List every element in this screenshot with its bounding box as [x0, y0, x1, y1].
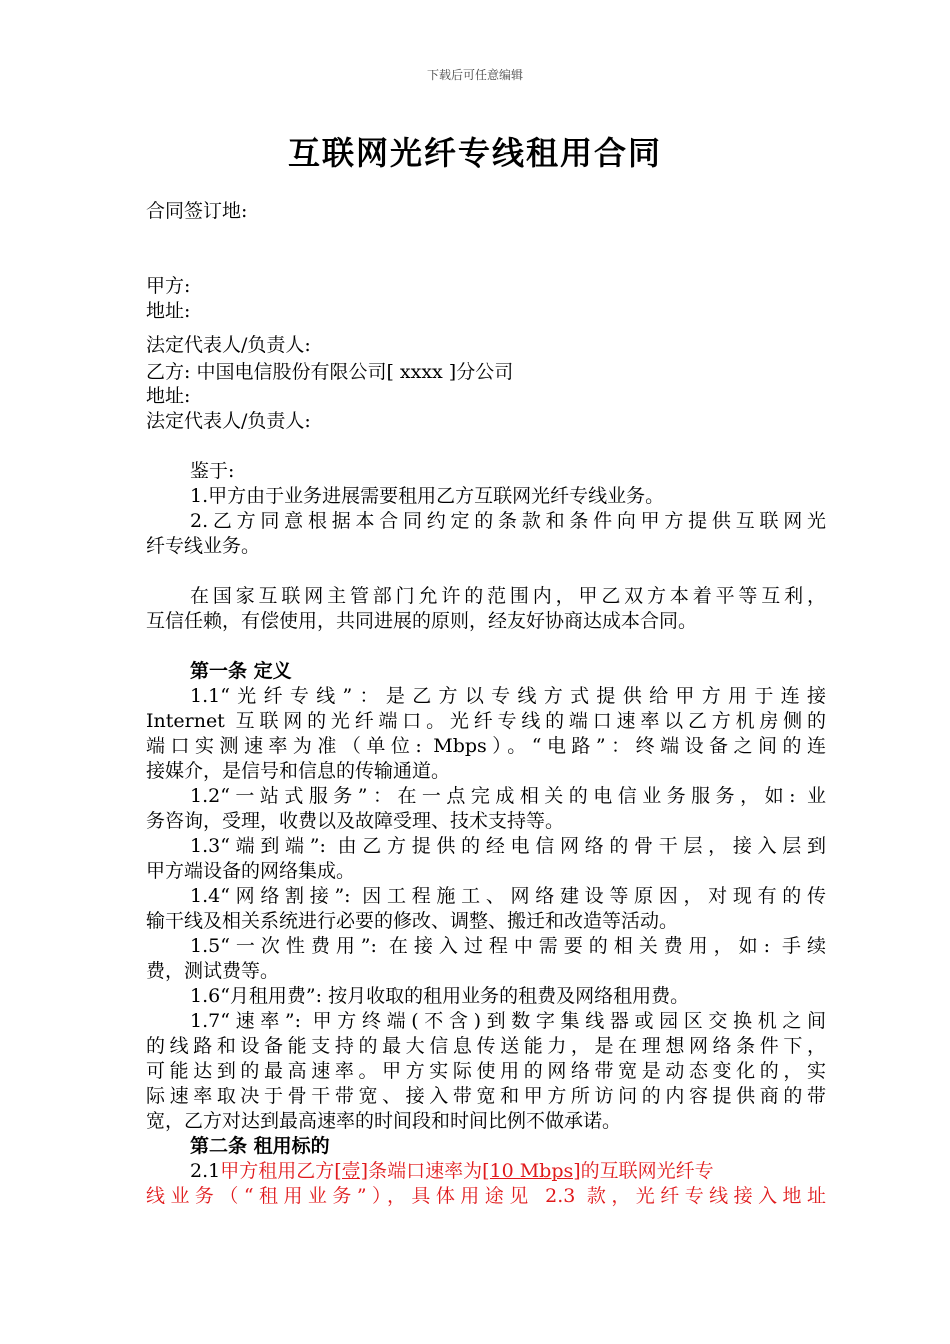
art1-line: 1.4“网络割接”: 因工程施工、网络建设等原因，对现有的传 — [190, 885, 826, 907]
art1-line: 费，测试费等。 — [146, 960, 280, 982]
art1-line: 输干线及相关系统进行必要的修改、调整、搬迁和改造等活动。 — [146, 910, 679, 932]
party-b-rep: 法定代表人/负责人: — [146, 410, 311, 432]
art1-line: 1.6“月租用费”: 按月收取的租用业务的租费及网络租用费。 — [190, 985, 690, 1007]
whereas-item-2-line-1: 2.乙方同意根据本合同约定的条款和条件向甲方提供互联网光 — [190, 510, 826, 532]
party-a-address: 地址: — [146, 300, 191, 322]
art2-text: 的互联网光纤专 — [580, 1160, 714, 1182]
art1-line: 端口实测速率为准（单位: Mbps）。“电路”：终端设备之间的连 — [146, 735, 826, 757]
contract-title: 互联网光纤专线租用合同 — [287, 134, 662, 172]
article-1-title: 第一条 定义 — [190, 660, 292, 682]
art2-count-blank: [壹] — [334, 1160, 369, 1182]
art1-line: 甲方端设备的网络集成。 — [146, 860, 356, 882]
art1-line: 务咨询，受理，收费以及故障受理、技术支持等。 — [146, 810, 565, 832]
party-b-address: 地址: — [146, 385, 191, 407]
art1-line: 宽，乙方对达到最高速率的时间段和时间比例不做承诺。 — [146, 1110, 622, 1132]
art1-line: 1.7“速率”: 甲方终端(不含)到数字集线器或园区交换机之间 — [190, 1010, 826, 1032]
art2-line-1 — [190, 1159, 826, 1184]
whereas-item-1: 1.甲方由于业务进展需要租用乙方互联网光纤专线业务。 — [190, 485, 665, 507]
art1-line: 可能达到的最高速率。甲方实际使用的网络带宽是动态变化的，实 — [146, 1060, 826, 1082]
page-header: 下载后可任意编辑 — [426, 68, 523, 82]
whereas-head: 鉴于: — [190, 460, 235, 482]
art2-line-2: 线业务（“租用业务”），具体用途见 2.3 款，光纤专线接入地址 — [146, 1185, 826, 1207]
sign-place: 合同签订地: — [146, 200, 248, 222]
art1-line: Internet 互联网的光纤端口。光纤专线的端口速率以乙方机房侧的 — [146, 710, 826, 732]
party-a-rep: 法定代表人/负责人: — [146, 334, 311, 356]
art1-line: 1.1“光纤专线”：是乙方以专线方式提供给甲方用于连接 — [190, 685, 826, 707]
art1-line: 接媒介，是信号和信息的传输通道。 — [146, 760, 451, 782]
preamble-line-2: 互信任赖，有偿使用，共同进展的原则，经友好协商达成本合同。 — [146, 610, 698, 632]
preamble-line-1: 在国家互联网主管部门允许的范围内，甲乙双方本着平等互利， — [190, 585, 826, 607]
art1-line: 1.3“端到端”: 由乙方提供的经电信网络的骨干层，接入层到 — [190, 835, 826, 857]
art2-clause-number: 2.1 — [190, 1160, 221, 1182]
art1-line: 1.2“一站式服务”：在一点完成相关的电信业务服务，如: 业 — [190, 785, 826, 807]
art1-line: 1.5“一次性费用”: 在接入过程中需要的相关费用，如: 手续 — [190, 935, 826, 957]
party-a-label: 甲方: — [146, 275, 191, 297]
art2-rate-blank: [10 Mbps] — [482, 1160, 581, 1182]
art1-line: 的线路和设备能支持的最大信息传送能力，是在理想网络条件下， — [146, 1035, 826, 1057]
whereas-item-2-line-2: 纤专线业务。 — [146, 535, 261, 557]
art2-text: 甲方租用乙方 — [220, 1160, 335, 1182]
art2-text: 条端口速率为 — [368, 1160, 483, 1182]
article-2-title: 第二条 租用标的 — [190, 1135, 330, 1157]
art1-line: 际速率取决于骨干带宽、接入带宽和甲方所访问的内容提供商的带 — [146, 1085, 826, 1107]
party-b-label: 乙方: 中国电信股份有限公司[ xxxx ]分公司 — [146, 361, 514, 383]
